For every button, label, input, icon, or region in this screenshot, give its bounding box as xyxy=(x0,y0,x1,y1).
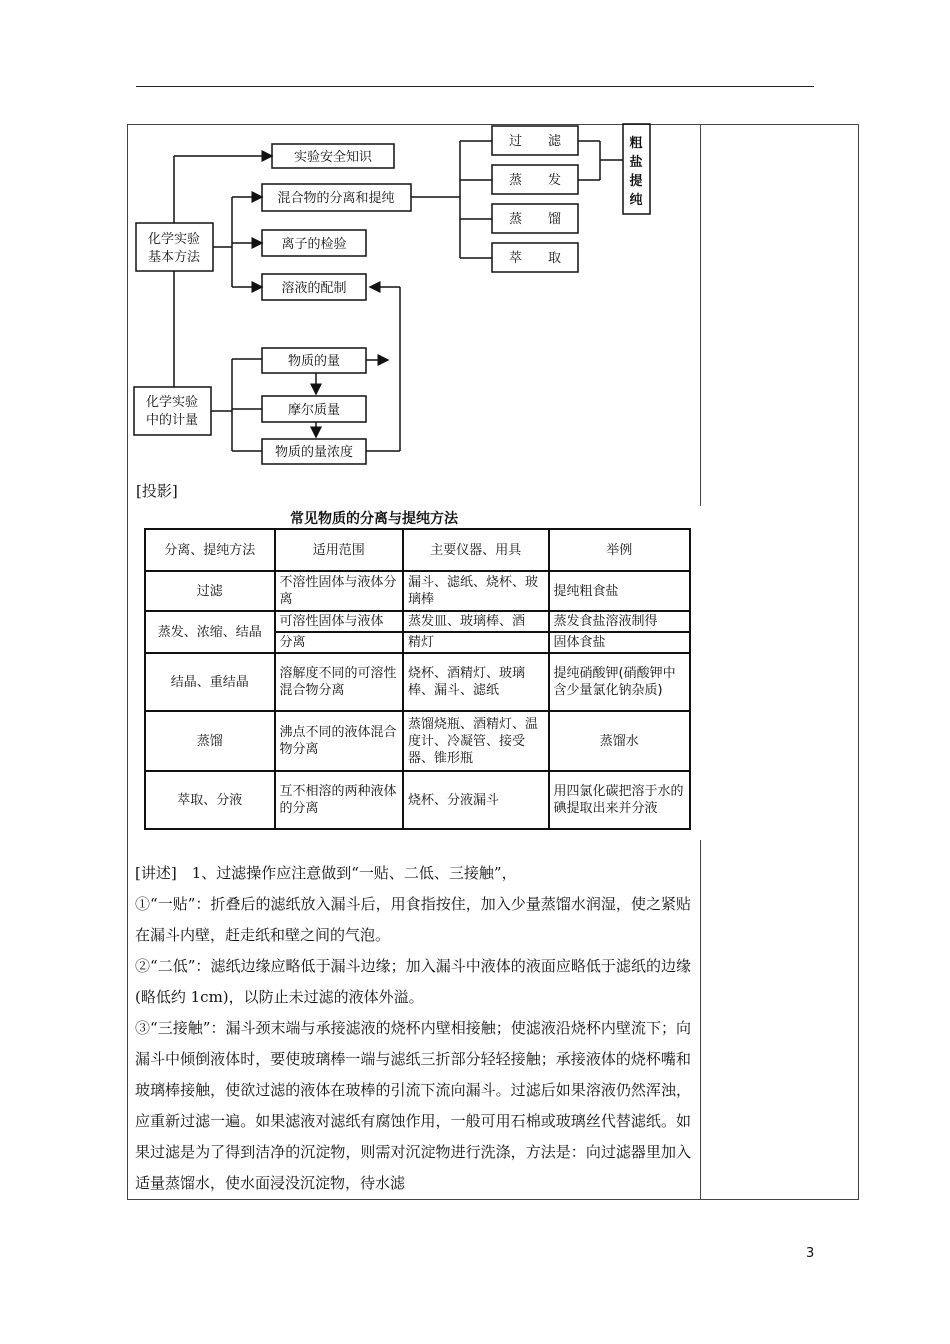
cell-tools: 蒸馏烧瓶、酒精灯、温度计、冷凝管、接受器、锥形瓶 xyxy=(403,711,548,771)
box-filter-text: 过 滤 xyxy=(508,134,562,149)
box-mix-text: 混合物的分离和提纯 xyxy=(277,191,395,206)
projection-label: [投影] xyxy=(136,482,178,500)
cell-tools: 精灯 xyxy=(403,632,548,653)
separation-methods-table xyxy=(144,528,691,830)
table-row xyxy=(145,711,690,771)
salt-char-1: 粗 xyxy=(629,136,643,151)
cell-method: 萃取、分液 xyxy=(145,771,275,829)
root1-line1: 化学实验 xyxy=(147,232,201,247)
salt-char-4: 纯 xyxy=(629,193,643,208)
cell-tools: 漏斗、滤纸、烧杯、玻璃棒 xyxy=(403,571,548,611)
box-molar-text: 摩尔质量 xyxy=(287,403,341,418)
cell-method: 结晶、重结晶 xyxy=(145,653,275,711)
salt-char-2: 盐 xyxy=(629,155,643,170)
header-example: 举例 xyxy=(549,529,691,571)
cell-example: 用四氯化碳把溶于水的碘提取出来并分液 xyxy=(549,771,691,829)
box-distill-text: 蒸 馏 xyxy=(508,212,562,227)
cell-scope: 沸点不同的液体混合物分离 xyxy=(275,711,403,771)
lecture-intro: [讲述] 1、过滤操作应注意做到“一贴、二低、三接触”， xyxy=(135,864,517,882)
cell-example: 提纯粗食盐 xyxy=(549,571,691,611)
box-evap-text: 蒸 发 xyxy=(508,173,562,188)
header-scope: 适用范围 xyxy=(275,529,403,571)
lecture-point-2: ②“二低”：滤纸边缘应略低于漏斗边缘；加入漏斗中液体的液面应略低于滤纸的边缘(略低约 1cm)，以防止未过滤的液体外溢。 xyxy=(135,957,691,1006)
root1-line2: 基本方法 xyxy=(147,250,201,265)
cell-example: 蒸馏水 xyxy=(549,711,691,771)
header-tools: 主要仪器、用具 xyxy=(403,529,548,571)
salt-char-3: 提 xyxy=(629,174,643,189)
cell-example: 蒸发食盐溶液制得 xyxy=(549,611,691,632)
box-safety-text: 实验安全知识 xyxy=(293,150,373,165)
table-row xyxy=(145,653,690,711)
cell-tools: 烧杯、分液漏斗 xyxy=(403,771,548,829)
lecture-text xyxy=(135,858,691,1199)
cell-scope: 不溶性固体与液体分离 xyxy=(275,571,403,611)
table-header-row xyxy=(145,529,690,571)
page-number: 3 xyxy=(806,1246,815,1261)
table-row xyxy=(145,571,690,611)
cell-scope: 互不相溶的两种液体的分离 xyxy=(275,771,403,829)
table-row xyxy=(145,611,690,632)
root2-line1: 化学实验 xyxy=(145,395,199,410)
cell-method: 蒸发、浓缩、结晶 xyxy=(145,611,275,653)
cell-tools: 蒸发皿、玻璃棒、酒 xyxy=(403,611,548,632)
cell-scope: 溶解度不同的可溶性混合物分离 xyxy=(275,653,403,711)
box-solution-text: 溶液的配制 xyxy=(281,281,347,296)
box-extract-text: 萃 取 xyxy=(508,251,562,266)
concept-diagram xyxy=(0,0,950,480)
cell-method: 蒸馏 xyxy=(145,711,275,771)
root2-line2: 中的计量 xyxy=(145,413,199,428)
cell-scope: 可溶性固体与液体 xyxy=(275,611,403,632)
box-amount-text: 物质的量 xyxy=(287,354,341,369)
table-title: 常见物质的分离与提纯方法 xyxy=(290,511,458,527)
cell-example: 提纯硝酸钾(硝酸钾中含少量氯化钠杂质) xyxy=(549,653,691,711)
table-row xyxy=(145,771,690,829)
box-conc-text: 物质的量浓度 xyxy=(274,445,354,460)
lecture-point-1: ①“一贴”：折叠后的滤纸放入漏斗后，用食指按住，加入少量蒸馏水润湿，使之紧贴在漏斗内壁，赶走纸和壁之间的气泡。 xyxy=(135,895,691,944)
column-divider-lower xyxy=(700,840,701,1200)
cell-scope: 分离 xyxy=(275,632,403,653)
cell-method: 过滤 xyxy=(145,571,275,611)
cell-tools: 烧杯、酒精灯、玻璃棒、漏斗、滤纸 xyxy=(403,653,548,711)
cell-example: 固体食盐 xyxy=(549,632,691,653)
lecture-point-3: ③“三接触”：漏斗颈末端与承接滤液的烧杯内壁相接触；使滤液沿烧杯内壁流下；向漏斗中倾倒液体时，要使玻璃棒一端与滤纸三折部分轻轻接触；承接液体的烧杯嘴和玻璃棒接触，使欲过滤的液体在玻棒的引流下流向漏斗。过滤后如果溶液仍然浑浊，应重新过滤一遍。如果滤液对滤纸有腐蚀作用，一般可用石棉或玻璃丝代替滤纸。如果过滤是为了得到洁净的沉淀物，则需对沉淀物进行洗涤，方法是：向过滤器里加入适量蒸馏水，使水面浸没沉淀物，待水滤 xyxy=(135,1019,691,1192)
box-ion-text: 离子的检验 xyxy=(281,237,347,252)
header-method: 分离、提纯方法 xyxy=(145,529,275,571)
